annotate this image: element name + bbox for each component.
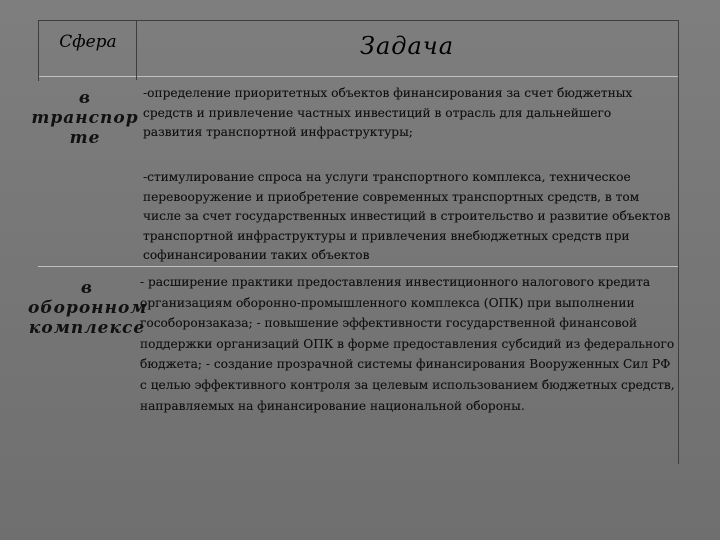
header-divider	[38, 76, 679, 77]
task-transport-1: -определение приоритетных объектов финансирования за счет бюджетных средств и привлечение частных инвестиций в отрасль для дальнейшего развития транспортной инфраструктуры;	[143, 86, 633, 139]
sphere-line: оборонном	[28, 298, 148, 318]
row-divider	[38, 266, 679, 267]
sphere-line: те	[69, 128, 101, 148]
column-header-task: Задача	[359, 32, 455, 60]
sphere-line: в	[78, 88, 92, 108]
sphere-defense	[28, 278, 146, 338]
sphere-line: транспор	[31, 108, 139, 128]
column-header-sphere: Сфера	[59, 32, 117, 52]
table-border-top	[38, 20, 679, 21]
task-transport-2: -стимулирование спроса на услуги транспортного комплекса, техническое перевооружение и приобретение современных транспортных средств, в том числе за счет государственных инвестиций в строительство и развитие объектов транспортной инфраструктуры и привлечения внебюджетных средств при софинансировании таких объектов	[143, 170, 671, 262]
table-border-left	[38, 20, 39, 81]
sphere-line: комплексе	[28, 318, 146, 338]
sphere-line: в	[80, 278, 94, 298]
sphere-transport	[30, 88, 140, 148]
task-defense: - расширение практики предоставления инвестиционного налогового кредита организациям оборонно-промышленного комплекса (ОПК) при выполнении гособоронзаказа; - повышение эффективности государственной финансовой поддержки организаций ОПК в форме предоставления субсидий из федерального бюджета; - создание прозрачной системы финансирования Вооруженных Сил РФ с целью эффективного контроля за целевым использованием бюджетных средств, направляемых на финансирование национальной обороны.	[140, 275, 675, 413]
